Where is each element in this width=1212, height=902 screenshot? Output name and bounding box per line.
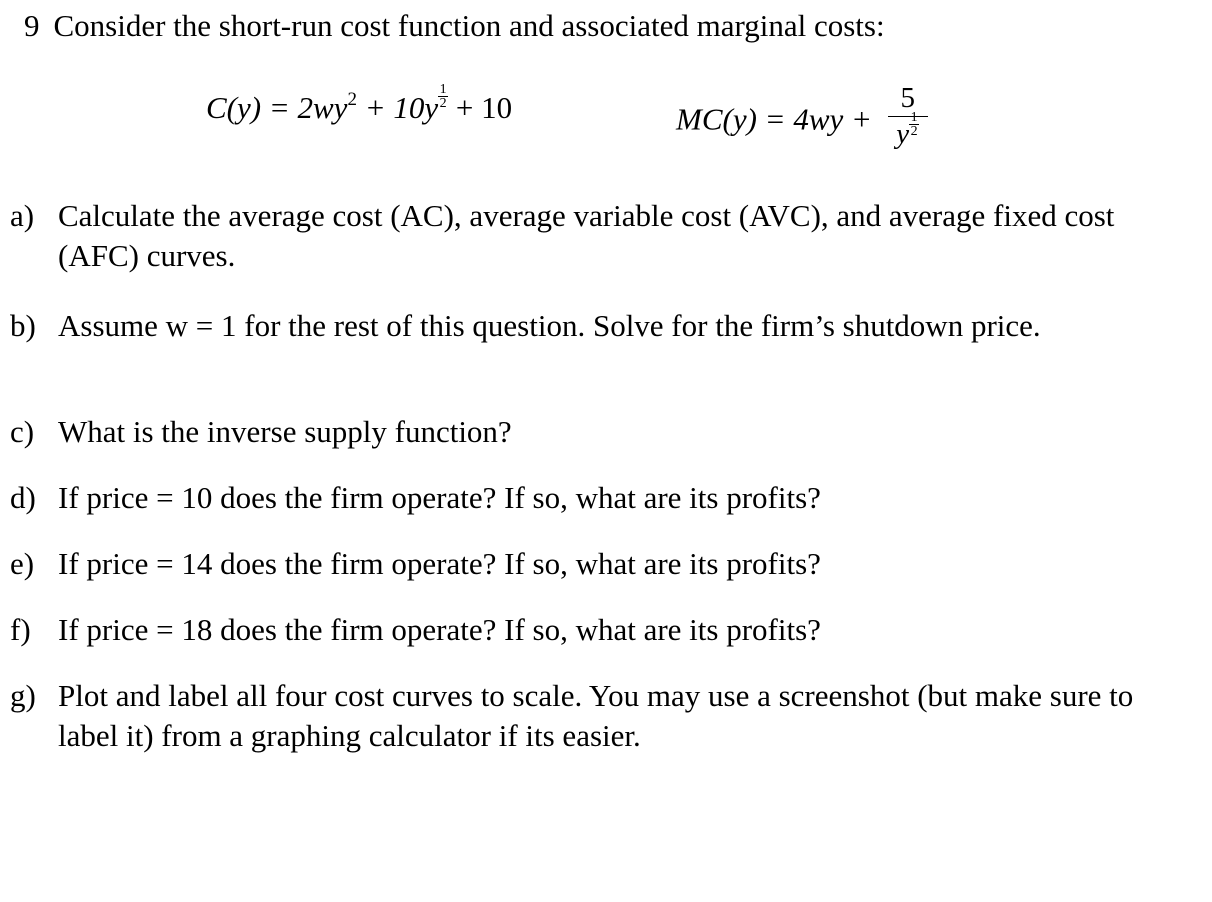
equations-block — [0, 72, 1212, 162]
problem-intro: Consider the short-run cost function and associated marginal costs: — [53, 8, 885, 43]
part-letter: b) — [10, 308, 36, 343]
marginal-cost-equation — [676, 82, 928, 157]
mc-frac-numerator: 5 — [900, 82, 915, 114]
cost-eq-lhs: C(y) = 2wy — [206, 90, 348, 125]
part-letter: c) — [10, 414, 35, 449]
cost-eq-square-exponent: 2 — [347, 89, 357, 110]
part-text: If price = 10 does the firm operate? If so, what are its profits? — [58, 480, 821, 515]
mc-frac-exp-den: 2 — [910, 123, 918, 139]
cost-eq-exp-num: 1 — [439, 82, 447, 98]
part-text: If price = 18 does the firm operate? If so, what are its profits? — [58, 612, 821, 647]
problem-number: 9 — [24, 8, 40, 43]
cost-eq-rhs: + 10 — [448, 90, 513, 125]
part-letter: f) — [10, 612, 31, 647]
cost-eq-exp-den: 2 — [439, 96, 447, 112]
cost-eq-half-exponent — [438, 83, 448, 110]
cost-function-equation — [206, 82, 513, 133]
mc-frac-den-base: y — [896, 118, 910, 150]
part-text: If price = 14 does the firm operate? If so, what are its profits? — [58, 546, 821, 581]
mc-frac-exp-num: 1 — [910, 109, 918, 125]
mc-frac-den-exponent — [909, 111, 919, 138]
part-letter: e) — [10, 546, 35, 581]
part-letter: a) — [10, 198, 35, 233]
part-text: Plot and label all four cost curves to scale. You may use a screenshot (but make sure to label it) from a graphing calculator if its easier. — [58, 678, 1134, 753]
mc-frac-denominator — [888, 109, 928, 151]
part-text: What is the inverse supply function? — [58, 414, 512, 449]
problem-header — [24, 6, 885, 46]
cost-eq-mid: + 10y — [356, 90, 439, 125]
part-text: Calculate the average cost (AC), average variable cost (AVC), and average fixed cost (AFC) curves. — [58, 198, 1115, 273]
part-letter: g) — [10, 678, 36, 713]
part-letter: d) — [10, 480, 36, 515]
mc-eq-fraction — [888, 82, 928, 151]
part-text: Assume w = 1 for the rest of this question. Solve for the firm’s shutdown price. — [58, 308, 1041, 343]
mc-eq-lhs: MC(y) = 4wy + — [676, 101, 880, 137]
